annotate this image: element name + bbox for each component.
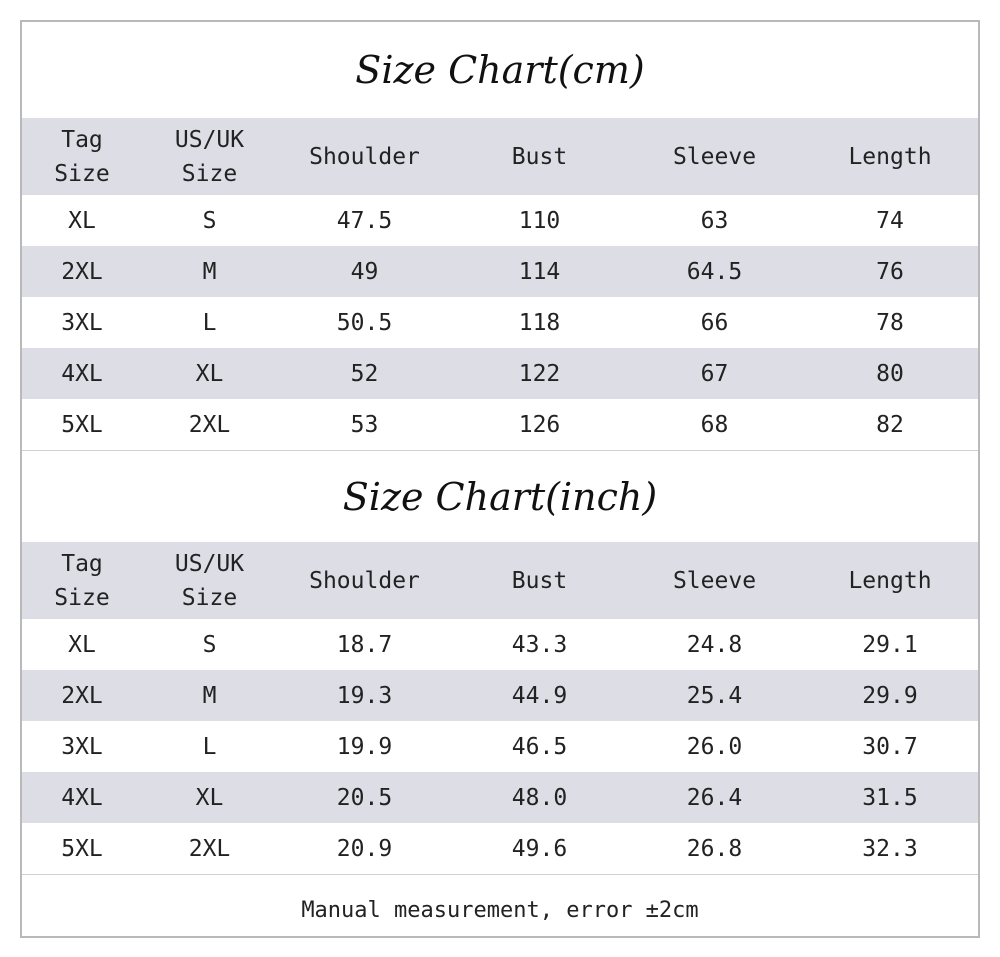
size-chart-frame [20, 20, 980, 938]
header-us-uk-size: US/UK Size [174, 550, 245, 611]
table-row [22, 823, 978, 874]
header-shoulder: Shoulder [309, 143, 420, 170]
cell-tag-size: 5XL [61, 411, 103, 438]
header-shoulder: Shoulder [309, 567, 420, 594]
cell-sleeve: 64.5 [686, 258, 743, 285]
header-us-uk-size: US/UK Size [174, 126, 245, 187]
table-row [22, 297, 978, 348]
cell-length: 31.5 [862, 784, 918, 811]
cell-shoulder: 19.9 [336, 733, 393, 760]
cell-shoulder: 49 [350, 258, 379, 285]
cell-sleeve: 63 [700, 207, 729, 234]
cell-sleeve: 26.8 [686, 835, 743, 862]
table-row [22, 399, 978, 450]
header-sleeve: Sleeve [672, 143, 757, 170]
cell-shoulder: 20.5 [336, 784, 393, 811]
cell-sleeve: 24.8 [686, 631, 743, 658]
cell-length: 29.1 [862, 631, 918, 658]
cell-sleeve: 66 [700, 309, 729, 336]
inch-size-table [22, 542, 978, 874]
inch-chart-title: Size Chart(inch) [342, 474, 658, 519]
cm-size-table [22, 118, 978, 450]
cell-sleeve: 67 [700, 360, 729, 387]
cell-tag-size: XL [68, 631, 96, 658]
cell-length: 30.7 [862, 733, 918, 760]
cell-bust: 122 [518, 360, 561, 387]
cell-bust: 43.3 [511, 631, 568, 658]
cell-shoulder: 50.5 [336, 309, 393, 336]
cell-bust: 48.0 [511, 784, 568, 811]
cell-tag-size: 3XL [61, 733, 103, 760]
table-row [22, 195, 978, 246]
cm-chart-title: Size Chart(cm) [355, 48, 645, 92]
header-bust: Bust [511, 143, 568, 170]
cell-sleeve: 25.4 [686, 682, 743, 709]
cell-length: 32.3 [862, 835, 918, 862]
cell-us-uk-size: XL [195, 360, 224, 387]
cell-tag-size: 2XL [61, 682, 103, 709]
cell-shoulder: 18.7 [336, 631, 393, 658]
cell-length: 78 [876, 309, 904, 336]
table-row [22, 619, 978, 670]
cell-length: 82 [876, 411, 904, 438]
cell-tag-size: 2XL [61, 258, 103, 285]
cell-sleeve: 26.0 [686, 733, 743, 760]
cm-header-row [22, 118, 978, 195]
cell-us-uk-size: 2XL [188, 835, 231, 862]
cell-tag-size: 3XL [61, 309, 103, 336]
cell-bust: 49.6 [511, 835, 568, 862]
cell-shoulder: 20.9 [336, 835, 393, 862]
header-bust: Bust [511, 567, 568, 594]
cell-sleeve: 68 [700, 411, 729, 438]
header-tag-size: Tag Size [54, 126, 110, 187]
header-tag-size: Tag Size [54, 550, 110, 611]
cell-us-uk-size: M [202, 258, 217, 285]
cell-shoulder: 53 [350, 411, 379, 438]
cell-length: 29.9 [862, 682, 918, 709]
header-length: Length [848, 567, 932, 594]
cell-length: 74 [876, 207, 904, 234]
cell-us-uk-size: M [202, 682, 217, 709]
cell-us-uk-size: 2XL [188, 411, 231, 438]
cell-tag-size: 4XL [61, 784, 103, 811]
table-row [22, 246, 978, 297]
cell-shoulder: 47.5 [336, 207, 393, 234]
table-row [22, 670, 978, 721]
cell-tag-size: 4XL [61, 360, 103, 387]
cell-shoulder: 19.3 [336, 682, 393, 709]
inch-header-row [22, 542, 978, 619]
cell-tag-size: XL [68, 207, 96, 234]
header-sleeve: Sleeve [672, 567, 757, 594]
cell-bust: 114 [518, 258, 561, 285]
cell-tag-size: 5XL [61, 835, 103, 862]
header-length: Length [848, 143, 932, 170]
cell-bust: 110 [518, 207, 561, 234]
cell-us-uk-size: XL [195, 784, 224, 811]
cell-length: 76 [876, 258, 904, 285]
cell-bust: 126 [518, 411, 561, 438]
cell-bust: 46.5 [511, 733, 568, 760]
measurement-note: Manual measurement, error ±2cm [22, 874, 978, 946]
cell-us-uk-size: L [202, 309, 217, 336]
cell-length: 80 [876, 360, 904, 387]
cell-us-uk-size: L [202, 733, 217, 760]
table-row [22, 772, 978, 823]
cell-sleeve: 26.4 [686, 784, 743, 811]
cell-bust: 118 [518, 309, 561, 336]
table-row [22, 348, 978, 399]
cell-shoulder: 52 [350, 360, 379, 387]
cell-bust: 44.9 [511, 682, 568, 709]
cell-us-uk-size: S [202, 207, 217, 234]
table-row [22, 721, 978, 772]
cell-us-uk-size: S [202, 631, 217, 658]
